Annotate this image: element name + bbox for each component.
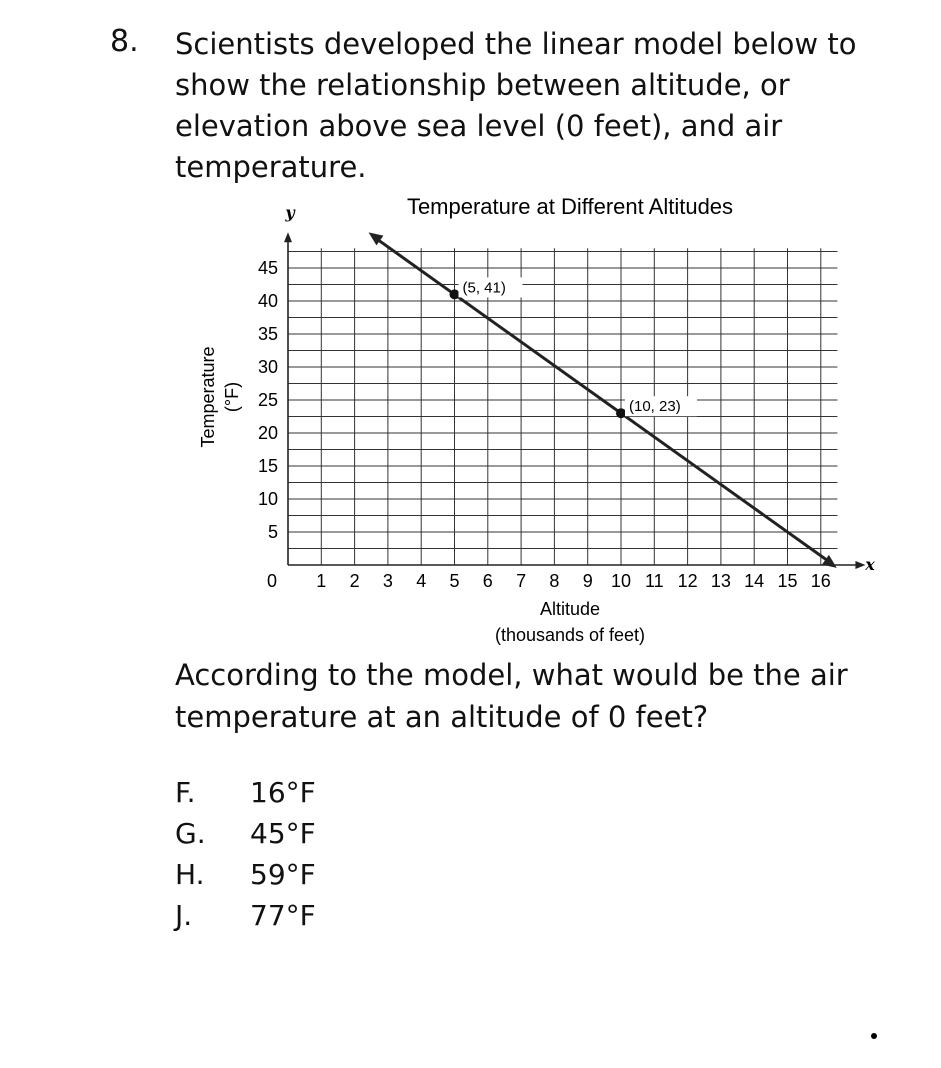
- x-axis-label: Altitude: [539, 599, 601, 619]
- x-tick-label: 8: [549, 571, 560, 591]
- choice-text: 77°F: [250, 899, 316, 932]
- prompt-line: temperature at an altitude of 0 feet?: [175, 700, 709, 734]
- choice-text: 16°F: [250, 776, 316, 809]
- choice-g[interactable]: [175, 817, 316, 858]
- y-axis-label: Temperature: [198, 346, 218, 448]
- stem-line: elevation above sea level (0 feet), and air: [175, 109, 783, 143]
- x-tick-label: 9: [582, 571, 593, 591]
- grid-layer: [284, 232, 865, 569]
- x-tick-label: 7: [516, 571, 527, 591]
- x-tick-label: 12: [677, 571, 698, 591]
- y-tick-label: 35: [257, 324, 278, 344]
- x-tick-label: 2: [349, 571, 360, 591]
- y-axis-variable: y: [285, 203, 295, 222]
- y-axis-arrow-icon: [284, 232, 292, 242]
- answer-choices: [175, 776, 316, 940]
- choice-text: 59°F: [250, 858, 316, 891]
- stem-line: show the relationship between altitude, or: [175, 68, 790, 102]
- x-tick-label: 10: [610, 571, 632, 591]
- x-tick-label: 11: [644, 571, 664, 591]
- question-prompt: [175, 654, 895, 738]
- choice-letter: G.: [175, 817, 206, 850]
- point-label: (10, 23): [629, 398, 681, 416]
- stray-dot: [871, 1033, 877, 1039]
- x-tick-label: 3: [382, 571, 393, 591]
- choice-letter: J.: [175, 899, 193, 932]
- y-tick-label: 45: [257, 258, 278, 278]
- stem-line: Scientists developed the linear model below to: [175, 27, 857, 61]
- choice-letter: H.: [175, 858, 205, 891]
- chart-title: Temperature at Different Altitudes: [406, 194, 734, 219]
- y-tick-label: 20: [257, 423, 278, 443]
- x-tick-label: 14: [744, 571, 765, 591]
- data-point: [450, 289, 460, 299]
- choice-text: 45°F: [250, 817, 316, 850]
- x-tick-label: 5: [449, 571, 460, 591]
- y-tick-label: 25: [257, 390, 278, 410]
- y-tick-label: 40: [257, 291, 278, 311]
- x-tick-label: 16: [810, 571, 831, 591]
- point-label: (5, 41): [462, 279, 506, 297]
- y-tick-label: 5: [267, 522, 278, 542]
- y-axis-label-units: (°F): [222, 381, 242, 413]
- data-point: [616, 408, 626, 418]
- x-tick-label: 6: [482, 571, 493, 591]
- choice-letter: F.: [175, 776, 196, 809]
- stem-line: temperature.: [175, 150, 367, 184]
- choice-j[interactable]: [175, 899, 316, 940]
- x-tick-label: 4: [416, 571, 427, 591]
- choice-h[interactable]: [175, 858, 316, 899]
- choice-f[interactable]: [175, 776, 316, 817]
- y-tick-label: 15: [257, 456, 278, 476]
- x-tick-label: 15: [777, 571, 798, 591]
- origin-label: 0: [266, 571, 278, 591]
- question-number: 8.: [110, 24, 139, 59]
- x-axis-arrow-icon: [855, 561, 865, 569]
- x-tick-label: 13: [710, 571, 731, 591]
- x-axis-variable: x: [865, 555, 875, 574]
- prompt-line: According to the model, what would be the air: [175, 658, 848, 692]
- x-tick-label: 1: [316, 571, 327, 591]
- tick-labels: [258, 258, 831, 591]
- y-tick-label: 10: [257, 489, 278, 509]
- x-axis-label-units: (thousands of feet): [494, 625, 646, 645]
- y-tick-label: 30: [257, 357, 278, 377]
